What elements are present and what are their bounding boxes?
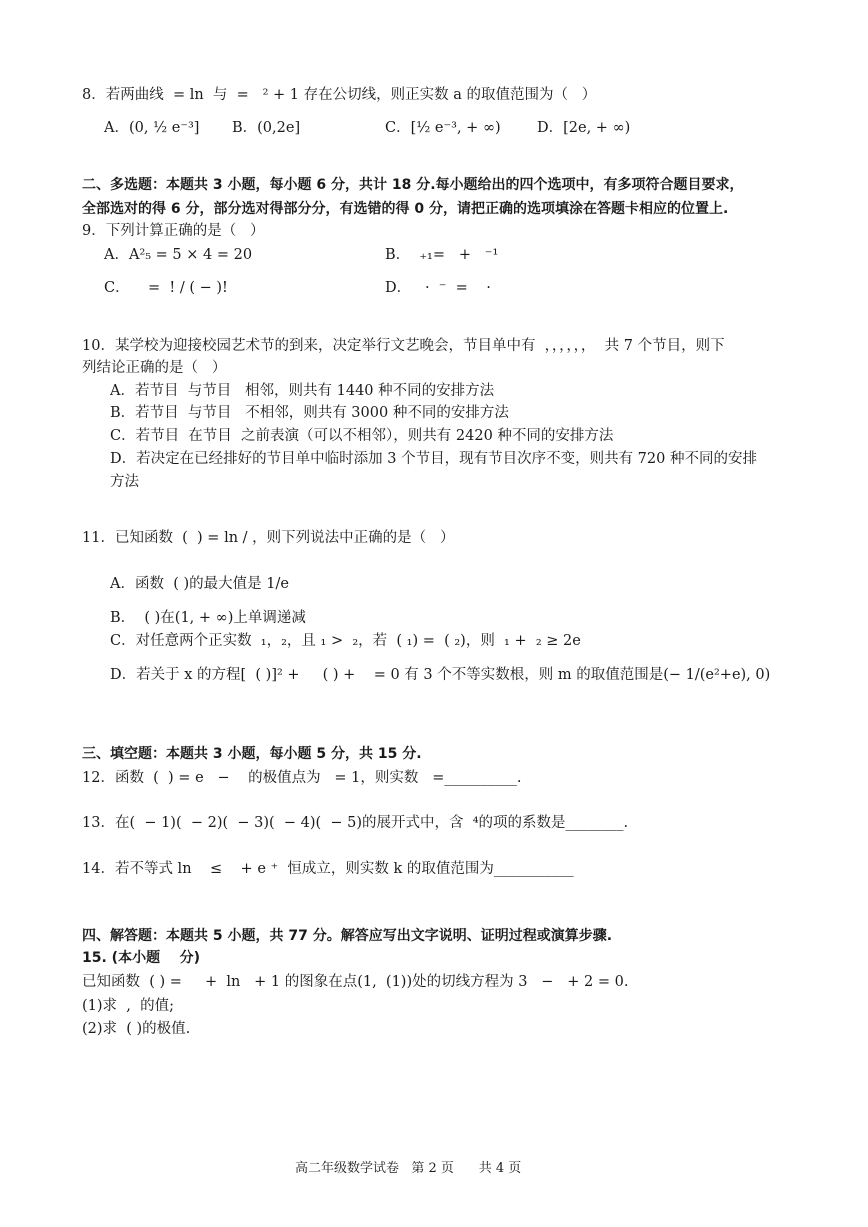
- q10-stem-line2: 列结论正确的是（ ）: [82, 360, 227, 376]
- q12: 12．函数 ( ) = e − 的极值点为 = 1，则实数 =__________.: [82, 770, 522, 786]
- q10-option-c: C．若节目 在节目 之前表演（可以不相邻），则共有 2420 种不同的安排方法: [110, 428, 614, 444]
- q10-option-b: B．若节目 与节目 不相邻，则共有 3000 种不同的安排方法: [110, 405, 509, 421]
- q15-part2: (2)求 ( )的极值.: [82, 1021, 191, 1037]
- q11-option-a: A．函数 ( )的最大值是 1/e: [110, 576, 289, 592]
- page-footer: 高二年级数学试卷 第 2 页 共 4 页: [295, 1161, 522, 1176]
- q11-option-b: B． ( )在(1, + ∞)上单调递减: [110, 610, 306, 626]
- q8-stem: 8．若两曲线 = ln 与 = ² + 1 存在公切线，则正实数 a 的取值范围为（ ）: [82, 87, 597, 103]
- section4-header: 四、解答题：本题共 5 小题，共 77 分。解答应写出文字说明、证明过程或演算步骤.: [82, 928, 613, 944]
- q10-option-a: A．若节目 与节目 相邻，则共有 1440 种不同的安排方法: [110, 383, 495, 399]
- q14: 14．若不等式 ln ≤ + e ⁺ 恒成立，则实数 k 的取值范围为___________: [82, 861, 574, 877]
- q11-stem: 11．已知函数 ( ) = ln / ，则下列说法中正确的是（ ）: [82, 530, 455, 546]
- q15-title: 15. (本小题 分): [82, 950, 200, 966]
- q13: 13．在( − 1)( − 2)( − 3)( − 4)( − 5)的展开式中，含 ⁴的项的系数是________.: [82, 815, 629, 831]
- section2-header-line2: 全部选对的得 6 分，部分选对得部分分，有选错的得 0 分，请把正确的选项填涂在答题卡相应的位置上.: [82, 201, 729, 217]
- q11-option-c: C．对任意两个正实数 ₁，₂，且 ₁ > ₂，若 ( ₁) = ( ₂)，则 ₁ + ₂ ≥ 2e: [110, 633, 581, 649]
- q9-option-b: B． ₊₁= + ⁻¹: [385, 247, 499, 263]
- q10-stem-line1: 10．某学校为迎接校园艺术节的到来，决定举行文艺晚会，节目单中有 ，，，，，， 共 7 个节目，则下: [82, 338, 725, 354]
- q9-stem: 9．下列计算正确的是（ ）: [82, 223, 265, 239]
- q8-option-b: B．(0,2e]: [232, 120, 301, 136]
- q8-option-d: D．[2e, + ∞): [537, 120, 631, 136]
- q10-option-d-line2: 方法: [110, 474, 139, 490]
- q15-stem: 已知函数 ( ) = + ln + 1 的图象在点(1, (1))处的切线方程为 3 − + 2 = 0.: [82, 974, 629, 990]
- q11-option-d: D．若关于 x 的方程[ ( )]² + ( ) + = 0 有 3 个不等实数根，则 m 的取值范围是(− 1/(e²+e), 0): [110, 667, 771, 683]
- q9-option-c: C． = ! / ( − )!: [104, 280, 228, 296]
- q15-part1: (1)求 , 的值;: [82, 998, 174, 1014]
- section3-header: 三、填空题：本题共 3 小题，每小题 5 分，共 15 分.: [82, 746, 422, 762]
- q8-option-a: A．(0, ½ e⁻³]: [104, 120, 200, 136]
- q9-option-d: D． · ⁻ = ·: [385, 280, 491, 296]
- q8-option-c: C．[½ e⁻³, + ∞): [385, 120, 501, 136]
- section2-header-line1: 二、多选题：本题共 3 小题，每小题 6 分，共计 18 分.每小题给出的四个选项中，有多项符合题目要求，: [82, 177, 744, 193]
- q9-option-a: A．A²₅ = 5 × 4 = 20: [104, 247, 253, 263]
- q10-option-d-line1: D．若决定在已经排好的节目单中临时添加 3 个节目，现有节目次序不变，则共有 720 种不同的安排: [110, 451, 757, 467]
